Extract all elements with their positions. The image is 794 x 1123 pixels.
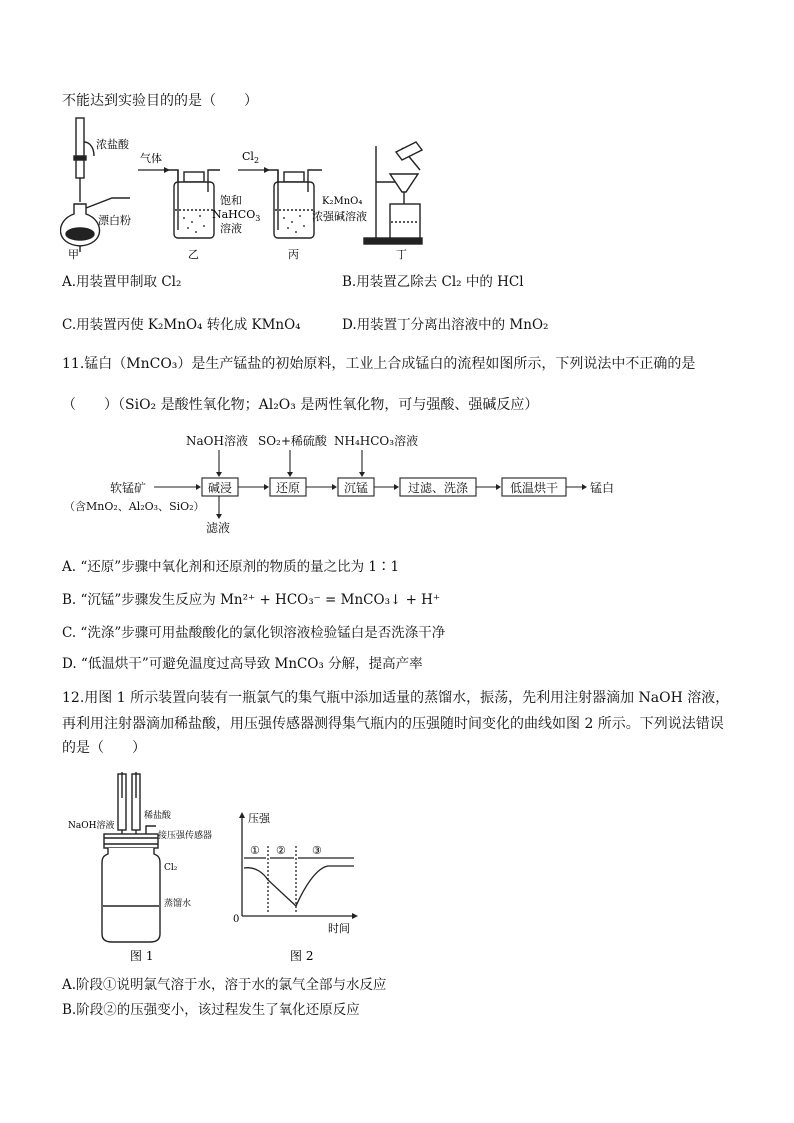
q11-option-a: A. “还原”步骤中氧化剂和还原剂的物质的量之比为 1∶1 (62, 559, 400, 575)
fig2-caption: 图 2 (290, 949, 314, 963)
q11-stem-line1: 11.锰白（MnCO₃）是生产锰盐的初始原料，工业上合成锰白的流程如图所示，下列说法中不正确的是 (62, 356, 696, 372)
q11-flowchart (62, 428, 662, 540)
label-jia: 甲 (68, 248, 79, 261)
q12-stem-line2: 再利用注射器滴加稀盐酸，用压强传感器测得集气瓶内的压强随时间变化的曲线如图 2 所示。下列说法错误 (62, 716, 724, 732)
q12-option-a: A.阶段①说明氯气溶于水，溶于水的氯气全部与水反应 (62, 977, 387, 993)
label-conc-alkali: 浓强碱溶液 (312, 210, 367, 223)
label-solution: 溶液 (220, 222, 242, 235)
fig1-label-naoh: NaOH溶液 (68, 821, 115, 831)
label-conc-hcl: 浓盐酸 (96, 138, 129, 151)
fig2-ylabel: 压强 (248, 812, 270, 825)
flow-reagent1: NaOH溶液 (186, 434, 248, 448)
label-bing: 丙 (288, 248, 299, 261)
flow-reagent3: NH₄HCO₃溶液 (334, 434, 419, 448)
q12-option-b: B.阶段②的压强变小，该过程发生了氧化还原反应 (62, 1002, 360, 1018)
q11-stem-line2: （ ）（SiO₂ 是酸性氧化物；Al₂O₃ 是两性氧化物，可与强酸、强碱反应） (62, 397, 539, 413)
label-bleach: 漂白粉 (98, 214, 131, 227)
fig1-label-dilute-hcl: 稀盐酸 (144, 811, 172, 821)
q11-option-c: C. “洗涤”步骤可用盐酸酸化的氯化钡溶液检验锰白是否洗涤干净 (62, 625, 446, 641)
apparatus-ding (364, 142, 422, 244)
apparatus-bing (264, 170, 322, 238)
fig2-stage-1: ① (250, 844, 260, 857)
fig1-label-water: 蒸馏水 (164, 899, 192, 909)
flow-input-note: （含MnO₂、Al₂O₃、SiO₂） (64, 500, 205, 513)
flow-step-2: 还原 (275, 481, 301, 495)
label-k2mno4: K₂MnO₄ (322, 196, 363, 207)
label-gas: 气体 (140, 152, 162, 165)
q12-figure-1 (62, 768, 242, 968)
flow-step-1: 碱浸 (207, 481, 233, 495)
q11-option-d: D. “低温烘干”可避免温度过高导致 MnCO₃ 分解，提高产率 (62, 656, 423, 672)
q10-option-b: B.用装置乙除去 Cl₂ 中的 HCl (342, 274, 524, 290)
q10-option-c: C.用装置丙使 K₂MnO₄ 转化成 KMnO₄ (62, 317, 301, 333)
flow-step-5: 低温烘干 (509, 481, 559, 495)
label-cl2: $Cl_2$ (242, 150, 260, 165)
fig2-stage-2: ② (276, 844, 286, 857)
flow-step-4: 过滤、洗涤 (407, 481, 469, 495)
apparatus-yi (164, 170, 220, 238)
q12-stem-line3: 的是（ ） (62, 740, 146, 756)
flow-step-3: 沉锰 (343, 481, 369, 495)
q10-option-a: A.用装置甲制取 Cl₂ (62, 274, 182, 290)
flow-input: 软锰矿 (110, 481, 147, 495)
label-yi: 乙 (188, 248, 199, 261)
fig2-pressure-curve (244, 866, 354, 906)
flow-output: 锰白 (590, 481, 615, 495)
q12-stem-line1: 12.用图 1 所示装置向装有一瓶氯气的集气瓶中添加适量的蒸馏水，振荡，先利用注射器滴加 NaOH 溶液， (62, 690, 730, 706)
fig2-xlabel: 时间 (328, 922, 350, 935)
fig1-caption: 图 1 (130, 949, 154, 963)
fig1-label-sensor: 接压强传感器 (158, 831, 213, 841)
q12-figure-2 (228, 808, 378, 968)
label-nahco3: NaHCO$_3$ (212, 208, 261, 223)
label-ding: 丁 (396, 248, 407, 261)
flow-reagent2: SO₂+稀硫酸 (258, 434, 327, 448)
q10-stem: 不能达到实验目的的是（ ） (62, 93, 258, 109)
q11-option-b: B. “沉锰”步骤发生反应为 Mn²⁺ + HCO₃⁻ = MnCO₃↓ + H⁺ (62, 592, 441, 608)
fig2-origin: 0 (233, 914, 240, 925)
q10-apparatus-figure (60, 112, 460, 262)
q10-option-d: D.用装置丁分离出溶液中的 MnO₂ (342, 317, 549, 333)
fig2-stage-3: ③ (312, 844, 322, 857)
flow-waste: 滤液 (206, 521, 231, 535)
fig1-label-cl2: Cl₂ (164, 863, 178, 873)
label-saturated: 饱和 (220, 194, 242, 207)
